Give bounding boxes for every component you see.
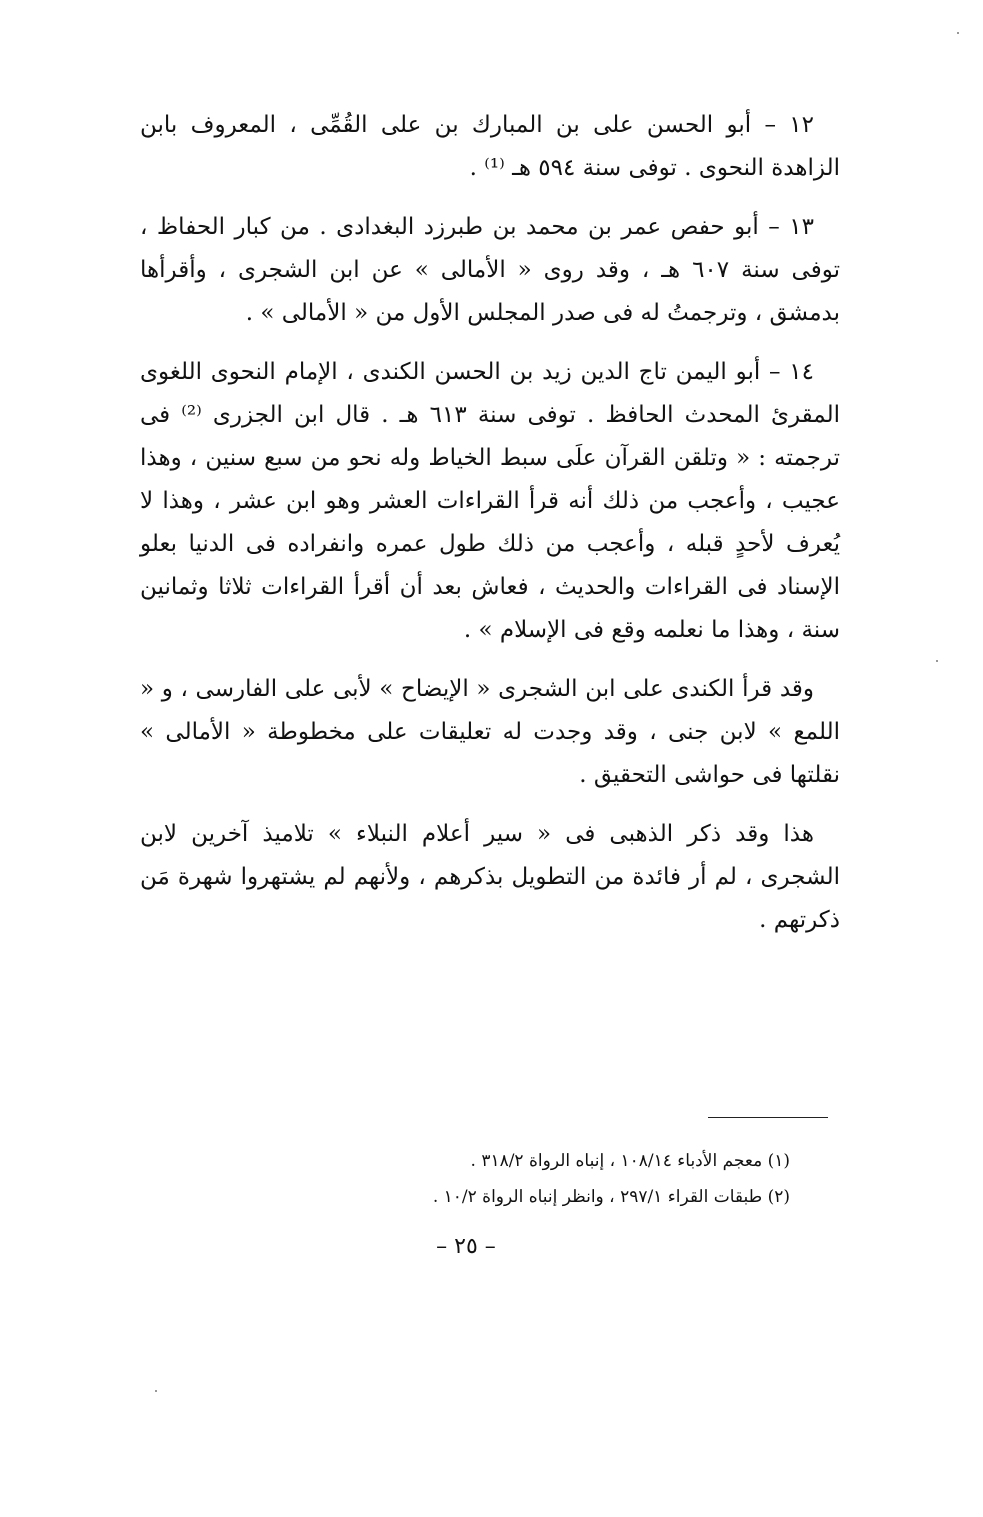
paragraph-other-students: هذا وقد ذكر الذهبى فى « سير أعلام النبلاء » تلاميذ آخرين لابن الشجرى ، لم أر فائدة من التطويل بذكرهم ، ولأنهم لم يشتهروا شهرة مَن ذكرتهم . [140, 821, 840, 933]
scan-speck [155, 1390, 157, 1392]
scan-speck [936, 660, 938, 662]
footnote-2: (٢) طبقات القراء ٢٩٧/١ ، وانظر إنباه الرواة ١٠/٢ . [432, 1187, 790, 1207]
footnote-1: (١) معجم الأدباء ١٠٨/١٤ ، إنباه الرواة ٣١٨/٢ . [470, 1151, 790, 1171]
paragraph-kindi-readings: وقد قرأ الكندى على ابن الشجرى « الإيضاح » لأبى على الفارسى ، و « اللمع » لابن جنى ، وقد وجدت له تعليقات على مخطوطة « الأمالى » نقلتها فى حواشى التحقيق . [140, 676, 840, 788]
paragraph-entry-12: ١٢ – أبو الحسن على بن المبارك بن على القُمِّى ، المعروف بابن الزاهدة النحوى . توفى سنة ٥٩٤ هـ ⁽¹⁾ . [140, 112, 840, 181]
scan-speck [957, 32, 959, 34]
footnote-divider [708, 1117, 828, 1118]
paragraph-entry-13: ١٣ – أبو حفص عمر بن محمد بن طبرزد البغدادى . من كبار الحفاظ ، توفى سنة ٦٠٧ هـ ، وقد روى « الأمالى » عن ابن الشجرى ، وأقرأها بدمشق ، وترجمتُ له فى صدر المجلس الأول من « الأمالى » . [140, 214, 840, 326]
main-text [140, 104, 840, 958]
paragraph-entry-14: ١٤ – أبو اليمن تاج الدين زيد بن الحسن الكندى ، الإمام النحوى اللغوى المقرئ المحدث الحافظ . توفى سنة ٦١٣ هـ . قال ابن الجزرى ⁽²⁾ فى ترجمته : « وتلقن القرآن علَى سبط الخياط وله نحو من سبع سنين ، وهذا عجيب ، وأعجب من ذلك أنه قرأ القراءات العشر وهو ابن عشر ، وهذا لا يُعرف لأحدٍ قبله ، وأعجب من ذلك طول عمره وانفراده فى الدنيا بعلو الإسناد فى القراءات والحديث ، فعاش بعد أن أقرأ القراءات ثلاثا وثمانين سنة ، وهذا ما نعلمه وقع فى الإسلام » . [140, 359, 840, 643]
page-number: – ٢٥ – [436, 1234, 496, 1259]
footnotes [340, 1143, 790, 1215]
